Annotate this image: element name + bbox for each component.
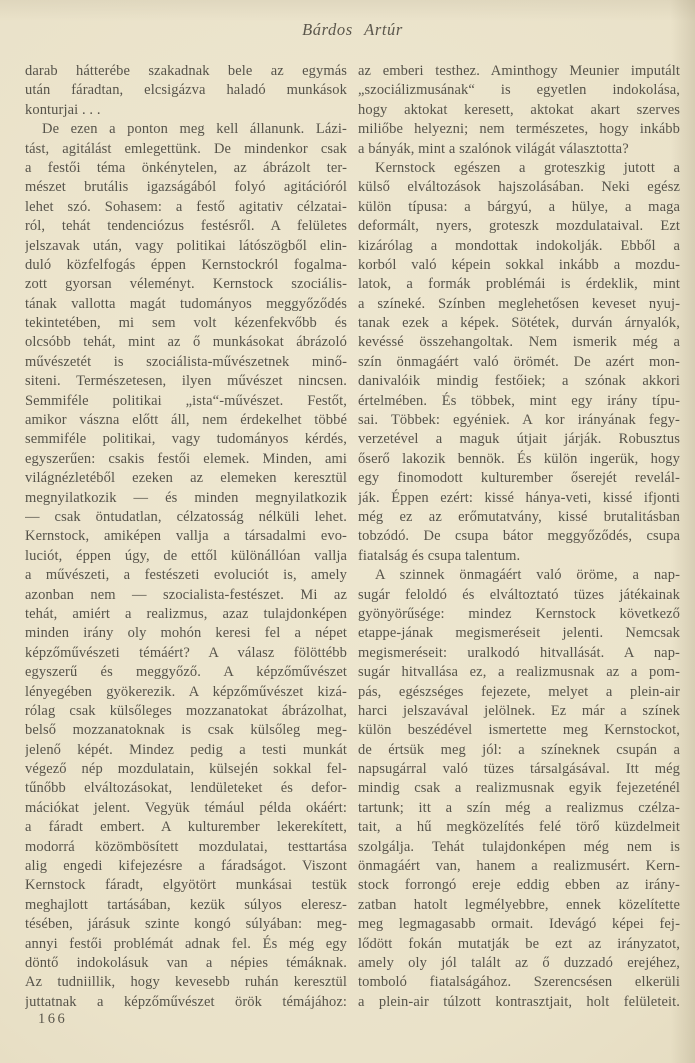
text-line: danivalóik mindig festőiek; a szónak akkori [358, 373, 680, 390]
text-line: döntő indokolásuk van a népies témáknak. [25, 954, 347, 971]
text-line: lődött fokán mutatják be ezt az irányzatot, [358, 935, 680, 952]
text-line: deformált, nyers, groteszk mozdulataival. Ezt [358, 218, 680, 235]
text-line: stock forrongó ereje eddig ebben az irány- [358, 877, 680, 894]
text-line: után fáradtan, elcsigázva haladó munkások [25, 82, 347, 99]
text-line: hogy aktokat keresett, aktokat akart szerves [358, 101, 680, 118]
paragraph [358, 62, 680, 159]
text-line: jelszavak után, vagy politikai látószögből elin- [25, 237, 347, 254]
text-line: kizárólag a mondottak indokolják. Ebből a [358, 237, 680, 254]
text-line: meghajlott tartásában, kezük súlyos eleresz- [25, 896, 347, 913]
text-line: konturjai . . . [25, 101, 101, 118]
text-line: azonban nem — szocialista-festészet. Mi az [25, 586, 347, 603]
text-line: tehát, amiért a realizmus, azaz tulajdonképen [25, 605, 347, 622]
text-line: verzetével a maguk útjait járják. Robusztus [358, 431, 680, 448]
text-line: értelmében. És többek, mint egy irány típu- [358, 392, 680, 409]
text-line: zatban hatolt legmélyebbre, ennek közelítette [358, 896, 680, 913]
text-line: a színeké. Színben meglehetősen keveset nyuj- [358, 295, 680, 312]
text-line: De ezen a ponton meg kell állanunk. Lázi- [42, 121, 347, 138]
paragraph [25, 62, 347, 120]
text-line: képzőművészeti témáért? A válasz fölöttébb [25, 644, 347, 661]
text-line: duló közfelfogás éppen Kernstockról fogalma- [25, 256, 347, 273]
text-line: jelenő képét. Mindez pedig a testi munkát [25, 741, 347, 758]
text-line: olcsóbb tehát, mint az ő munkásokat ábrázoló [25, 334, 347, 351]
text-line: Az tudniillik, hogy kevesebb ruhán keresztül [25, 974, 347, 991]
text-line: sai. Többek: egyéniek. A kor irányának fegy- [358, 412, 680, 429]
text-line: amikor vászna előtt áll, nem érdekelhet többé [25, 412, 347, 429]
text-line: tűnőbb elváltozásokat, lendületeket és defor- [25, 780, 347, 797]
text-line: gyönyörűsége: mindez Kernstock következő [358, 605, 680, 622]
text-line: modorrá közömbösített mozdulatai, testtartása [25, 838, 347, 855]
text-line: tekintetében, mi sem volt kézenfekvőbb és [25, 315, 347, 332]
text-line: miliőbe helyezni; nem természetes, hogy inkább [358, 121, 680, 138]
text-columns [25, 62, 680, 1012]
text-line: „szociálizmusának“ is egyetlen indokolása, [358, 82, 680, 99]
running-head-author: Bárdos Artúr [302, 20, 403, 39]
text-line: külön beszédével ismertette meg Kernstockot, [358, 722, 680, 739]
text-line: zott gyorsan véleményt. Kernstock szociális- [25, 276, 347, 293]
text-line: napsugárral való tüzes társalgásával. Itt még [358, 761, 680, 778]
text-line: alig engedi kifejezésre a fáradságot. Viszont [25, 858, 347, 875]
text-line: amely oly jól talált az ő duzzadó erejéhez, [358, 954, 680, 971]
text-line: de értsük meg jól: a színeknek csupán a [358, 741, 680, 758]
text-line: művészetét is szociálista-művészetnek minő- [25, 353, 347, 370]
text-line: korból való képein sokkal inkább a mozdu- [358, 256, 680, 273]
text-line: siteni. Természetesen, ilyen művészet nincsen. [25, 373, 347, 390]
text-line: sugár hitvallása ez, a realizmusnak az a pom- [358, 664, 680, 681]
text-line: belső mozzanatoknak is csak külsőleg meg- [25, 722, 347, 739]
text-line: még ez az erőmutatvány, kissé brutalitásban [358, 508, 680, 525]
text-line: ják. Éppen ezért: kissé hánya-veti, kissé ifjonti [358, 489, 680, 506]
paragraph [25, 120, 347, 1012]
text-line: megnyilatkozik — és minden megnyilatkozik [25, 489, 347, 506]
text-line: Kernstock, amiképen vallja a társadalmi evo- [25, 528, 347, 545]
text-line: lehet szó. Sohasem: a festő agitativ célzatai- [25, 198, 347, 215]
text-line: szín önmagáért való örömét. De azért mon- [358, 353, 680, 370]
page-number: 166 [38, 1011, 68, 1027]
text-line: az emberi testhez. Aminthogy Meunier imputált [358, 63, 680, 79]
text-line: egy finomodott kulturember őserejét revelál- [358, 470, 680, 487]
text-line: a plein-air túlzott kontrasztjait, holt felületeit. [358, 993, 680, 1010]
left-column [25, 62, 347, 1012]
text-line: annyi festői problémát adnak fel. És még egy [25, 935, 347, 952]
text-line: a bányák, mint a szalónok világát választotta? [358, 140, 629, 157]
text-line: — csak öntudatlan, célzatosság nélküli lehet. [25, 508, 347, 525]
text-line: tait, a hű megközelítés felé törő küzdelmeit [358, 819, 680, 836]
text-line: etappe-jának megismeréseit jelenti. Nemcsak [358, 625, 680, 642]
text-line: szolgálja. Tehát tulajdonképen még nem is [358, 838, 680, 855]
text-line: kevéssé összehangoltak. Nem ismerik még a [358, 334, 680, 351]
text-line: sugár feloldó és elváltoztató tüzes játékainak [358, 586, 680, 603]
text-line: harci jelszavával jelölnek. Ez már a színek [358, 702, 680, 719]
text-line: latok, a formák problémái is érdeklik, mint [358, 276, 680, 293]
text-line: pás, egészséges fejezete, melyet a plein-air [358, 683, 680, 700]
text-line: Kernstock egészen a groteszkig jutott a [375, 159, 680, 176]
text-line: mációkat jelent. Vegyük témául példa okáért: [25, 799, 347, 816]
text-line: megismeréseit: uralkodó hitvallását. A nap- [358, 644, 680, 661]
text-line: juttatnak a képzőművészet örök témájához: [25, 993, 347, 1010]
paragraph [358, 566, 680, 1012]
text-line: világnézletéből ezeken az elemeken keresztül [25, 470, 347, 487]
paragraph [358, 159, 680, 566]
text-line: Semmiféle politikai „ista“-művészet. Festőt, [25, 392, 347, 409]
text-line: mindig csak a realizmusnak egyik fejezeténél [358, 780, 680, 797]
text-line: ról, tehát tendenciózus festésről. A felületes [25, 218, 347, 235]
text-line: A szinnek önmagáért való öröme, a nap- [375, 567, 680, 584]
text-line: tást, agitálást emlegettünk. De mindenkor csak [25, 140, 347, 157]
text-line: a fáradt embert. A kulturember lekerekített, [25, 819, 347, 836]
text-line: külső elváltozások hajszolásában. Neki egész [358, 179, 680, 196]
right-column [358, 62, 680, 1012]
text-line: tésében, járásuk szinte kongó súlyában: meg- [25, 916, 347, 933]
text-line: tartunk; itt a szín még a realizmus czélza- [358, 799, 680, 816]
text-line: semmiféle politikai, vagy tudományos kérdés, [25, 431, 347, 448]
text-line: egyszerűen: csakis festői elemek. Minden, ami [25, 450, 347, 467]
text-line: önmagáért van, hanem a realizmusért. Kern- [358, 858, 680, 875]
text-line: a festői téma önkénytelen, az ábrázolt ter- [25, 159, 347, 176]
text-line: tomboló fiatalságához. Szerencsésen elkerüli [358, 974, 680, 991]
text-line: meg legmagasabb ormait. Idevágó képei fej- [358, 916, 680, 933]
text-line: Kernstock fáradt, elgyötört munkásai testük [25, 877, 347, 894]
text-line: luciót, éppen úgy, de ettől különállóan vallja [25, 547, 347, 564]
text-line: tanak ezek a képek. Sötétek, durván árnyalók, [358, 315, 680, 332]
text-line: minden irány oly mohón keresi fel a népet [25, 625, 347, 642]
text-line: a művészeti, a festészeti evoluciót is, amely [25, 567, 347, 584]
text-line: fiatalság és csupa talentum. [358, 547, 521, 564]
text-line: külön típusa: a bárgyú, a hülye, a maga [358, 198, 680, 215]
text-line: lényegében gyökerezik. A képzőművészet kizá- [25, 683, 347, 700]
text-line: mészet brutális igazságából folyó agitációról [25, 179, 347, 196]
text-line: rólag csak külsőleges mozzanatokat ábrázolhat, [25, 702, 347, 719]
text-line: tobzódó. De csupa bátor meggyőződés, csupa [358, 528, 680, 545]
text-line: darab hátterébe szakadnak bele az egymás [25, 63, 347, 79]
text-line: tának vallotta magát tudományos meggyőződés [25, 295, 347, 312]
text-line: őserő lakozik bennök. És külön ingerük, hogy [358, 450, 680, 467]
text-line: végező nép mozdulatain, külsején sokkal fel- [25, 761, 347, 778]
text-line: egyszerű és meggyőző. A képzőművészet [25, 664, 347, 681]
